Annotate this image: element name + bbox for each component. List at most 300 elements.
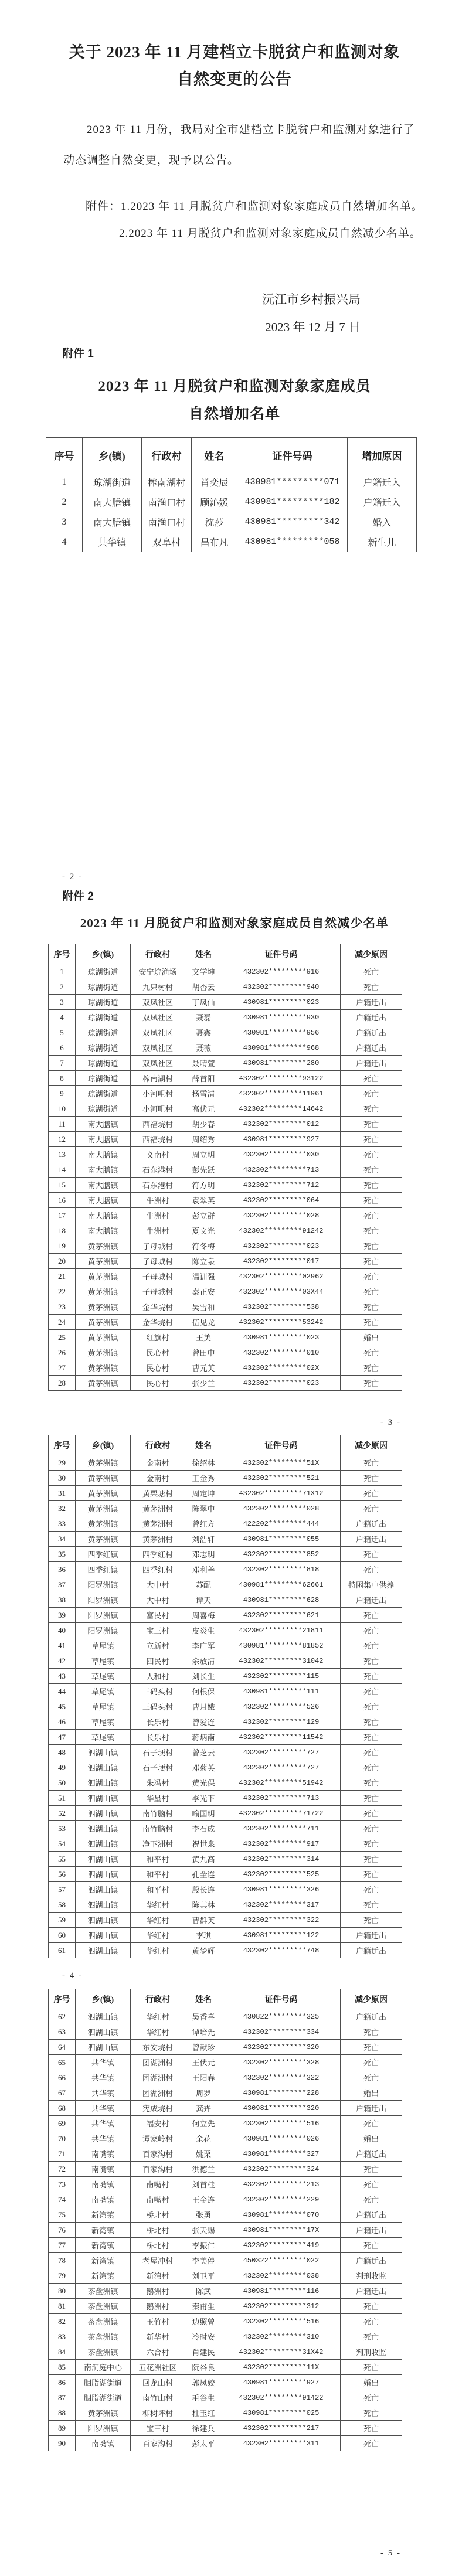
table-cell: 73 — [49, 2177, 76, 2192]
id-number-cell: 432302*********51X — [222, 1455, 341, 1471]
table-cell: 琼湖街道 — [76, 979, 131, 995]
id-number-cell: 432302*********31042 — [222, 1653, 341, 1669]
table-row — [49, 1071, 402, 1086]
table-cell: 61 — [49, 1943, 76, 1958]
table-row — [49, 1562, 402, 1577]
table-cell: 陈翠中 — [185, 1501, 222, 1516]
table-cell: 50 — [49, 1775, 76, 1791]
id-number-cell: 430981*********116 — [222, 2284, 341, 2299]
table-cell: 喻国明 — [185, 1806, 222, 1821]
id-number-cell: 430981*********055 — [222, 1532, 341, 1547]
table-cell: 死亡 — [341, 2070, 402, 2085]
table-cell: 53 — [49, 1821, 76, 1836]
id-number-cell: 430981*********122 — [222, 1928, 341, 1943]
table-cell: 南大膳镇 — [83, 512, 142, 532]
table-cell: 阳罗洲镇 — [76, 2421, 131, 2436]
table-row — [46, 472, 417, 492]
id-number-cell: 432302*********322 — [222, 2070, 341, 2085]
table-cell: 符方明 — [185, 1178, 222, 1193]
id-number-cell: 430981*********930 — [222, 1010, 341, 1025]
table-row — [49, 1684, 402, 1699]
table-cell: 南大膳镇 — [76, 1132, 131, 1147]
id-number-cell: 432302*********311 — [222, 2436, 341, 2451]
id-number-cell: 430981*********628 — [222, 1592, 341, 1608]
table-cell: 团湖洲村 — [131, 2070, 185, 2085]
table-cell: 12 — [49, 1132, 76, 1147]
table-cell: 34 — [49, 1532, 76, 1547]
table-cell: 43 — [49, 1669, 76, 1684]
table-cell: 86 — [49, 2375, 76, 2390]
table-cell: 吴香喜 — [185, 2009, 222, 2024]
id-number-cell: 430981*********956 — [222, 1025, 341, 1040]
table-cell: 民心村 — [131, 1376, 185, 1391]
table-cell: 草尾镇 — [76, 1669, 131, 1684]
table-cell: 死亡 — [341, 1730, 402, 1745]
id-number-cell: 432302*********314 — [222, 1852, 341, 1867]
table-cell: 张天赐 — [185, 2223, 222, 2238]
id-number-cell: 432302*********028 — [222, 1501, 341, 1516]
table-cell: 金华垸村 — [131, 1315, 185, 1330]
table-cell: 16 — [49, 1193, 76, 1208]
table-cell: 63 — [49, 2024, 76, 2040]
table-cell: 户籍迁入 — [348, 472, 417, 492]
id-number-cell: 432302*********334 — [222, 2024, 341, 2040]
table-cell: 死亡 — [341, 2024, 402, 2040]
attachment1-title-line2: 自然增加名单 — [188, 406, 280, 422]
table-cell: 15 — [49, 1178, 76, 1193]
table-cell: 户籍迁出 — [341, 1532, 402, 1547]
id-number-cell: 432302*********217 — [222, 2421, 341, 2436]
issuer-name: 沅江市乡村振兴局 — [262, 292, 361, 307]
table-cell: 户籍迁出 — [341, 1592, 402, 1608]
table-cell: 长乐村 — [131, 1714, 185, 1730]
table-cell: 彭太平 — [185, 2436, 222, 2451]
attachment2-title: 2023 年 11 月脱贫户和监测对象家庭成员自然减少名单 — [80, 916, 389, 930]
table-cell: 41 — [49, 1638, 76, 1653]
table-cell: 死亡 — [341, 1223, 402, 1238]
table-cell: 死亡 — [341, 1254, 402, 1269]
table-cell: 死亡 — [341, 1653, 402, 1669]
table-cell: 曾红方 — [185, 1516, 222, 1532]
table-row — [49, 1836, 402, 1852]
table-cell: 六合村 — [131, 2344, 185, 2360]
table-cell: 78 — [49, 2253, 76, 2268]
column-header: 行政村 — [131, 1435, 185, 1455]
table-cell: 何立先 — [185, 2116, 222, 2131]
table-cell: 南渔口村 — [142, 512, 192, 532]
table-cell: 琼湖街道 — [76, 1071, 131, 1086]
table-cell: 黄茅洲镇 — [76, 1284, 131, 1299]
table-cell: 子母城村 — [131, 1284, 185, 1299]
table-header — [46, 438, 417, 472]
table-cell: 双凤社区 — [131, 995, 185, 1010]
table-cell: 泗湖山镇 — [76, 1806, 131, 1821]
table-cell: 死亡 — [341, 2390, 402, 2405]
table-row — [49, 1516, 402, 1532]
table-cell: 40 — [49, 1623, 76, 1638]
table-row — [49, 1867, 402, 1882]
table-cell: 39 — [49, 1608, 76, 1623]
table-row — [49, 1208, 402, 1223]
table-cell: 冷时安 — [185, 2329, 222, 2344]
table-cell: 四季红镇 — [76, 1562, 131, 1577]
table-cell: 琼湖街道 — [76, 1010, 131, 1025]
table-cell: 泗湖山镇 — [76, 2040, 131, 2055]
id-number-cell: 432302*********310 — [222, 2329, 341, 2344]
table-cell: 鹅洲村 — [131, 2299, 185, 2314]
table-row — [49, 2436, 402, 2451]
table-cell: 洪德兰 — [185, 2162, 222, 2177]
table-cell: 茶盘洲镇 — [76, 2329, 131, 2344]
table-cell: 金南村 — [131, 1471, 185, 1486]
table-cell: 宪成垸村 — [131, 2101, 185, 2116]
table-cell: 死亡 — [341, 1745, 402, 1760]
column-header: 证件号码 — [222, 1989, 341, 2009]
table-cell: 子母城村 — [131, 1238, 185, 1254]
table-cell: 死亡 — [341, 1806, 402, 1821]
table-cell: 55 — [49, 1852, 76, 1867]
table-cell: 泗湖山镇 — [76, 1775, 131, 1791]
table-row — [49, 2375, 402, 2390]
table-cell: 黄茅洲镇 — [76, 1376, 131, 1391]
table-cell: 刘首桂 — [185, 2177, 222, 2192]
table-cell: 户籍迁出 — [341, 2101, 402, 2116]
table-cell: 婚出 — [341, 2085, 402, 2101]
table-cell: 死亡 — [341, 1882, 402, 1897]
table-cell: 谭培先 — [185, 2024, 222, 2040]
table-cell: 琼湖街道 — [76, 1025, 131, 1040]
table-cell: 义南村 — [131, 1147, 185, 1162]
table-cell: 石东港村 — [131, 1162, 185, 1178]
table-row — [49, 2009, 402, 2024]
table-row — [49, 2421, 402, 2436]
id-number-cell: 430981*********026 — [222, 2131, 341, 2146]
table-cell: 阮谷良 — [185, 2360, 222, 2375]
table-cell: 死亡 — [341, 1684, 402, 1699]
table-cell: 南嘴镇 — [76, 2146, 131, 2162]
table-cell: 聂薇 — [185, 1040, 222, 1056]
table-cell: 71 — [49, 2146, 76, 2162]
table-cell: 大中村 — [131, 1577, 185, 1592]
table-row — [49, 2055, 402, 2070]
table-cell: 曾爱连 — [185, 1714, 222, 1730]
table-cell: 红旗村 — [131, 1330, 185, 1345]
table-cell: 边照曾 — [185, 2314, 222, 2329]
table-cell: 茶盘洲镇 — [76, 2299, 131, 2314]
table-cell: 华星村 — [131, 1791, 185, 1806]
table-cell: 石子埂村 — [131, 1745, 185, 1760]
table-cell: 子母城村 — [131, 1254, 185, 1269]
table-cell: 婚出 — [341, 1330, 402, 1345]
id-number-cell: 430981*********111 — [222, 1684, 341, 1699]
table-cell: 华红村 — [131, 1928, 185, 1943]
table-row — [49, 1117, 402, 1132]
table-cell: 泗湖山镇 — [76, 1791, 131, 1806]
table-cell: 84 — [49, 2344, 76, 2360]
table-cell: 顾沁媛 — [192, 492, 237, 512]
table-row — [49, 1345, 402, 1360]
table-cell: 刘长生 — [185, 1669, 222, 1684]
table-cell: 黄茅洲镇 — [76, 2405, 131, 2421]
table-cell: 玉竹村 — [131, 2314, 185, 2329]
table-row — [49, 1238, 402, 1254]
table-cell: 泗湖山镇 — [76, 1867, 131, 1882]
table-cell: 民心村 — [131, 1345, 185, 1360]
table-cell: 高伏元 — [185, 1101, 222, 1117]
column-header: 证件号码 — [237, 438, 348, 472]
table-row — [49, 1577, 402, 1592]
table-cell: 29 — [49, 1455, 76, 1471]
table-row — [49, 1284, 402, 1299]
table-cell: 死亡 — [341, 1178, 402, 1193]
table-cell: 琼湖街道 — [76, 1040, 131, 1056]
table-cell: 榨南湖村 — [131, 1071, 185, 1086]
table-cell: 死亡 — [341, 1471, 402, 1486]
table-header — [49, 1435, 402, 1455]
table-cell: 丁凤仙 — [185, 995, 222, 1010]
table-cell: 南嘴镇 — [76, 2162, 131, 2177]
table-header — [49, 944, 402, 964]
table-cell: 婚出 — [341, 2375, 402, 2390]
table-cell: 死亡 — [341, 964, 402, 979]
id-number-cell: 432302*********818 — [222, 1562, 341, 1577]
table-cell: 死亡 — [341, 1360, 402, 1376]
table-cell: 九只树村 — [131, 979, 185, 995]
table-cell: 户籍迁出 — [341, 1010, 402, 1025]
table-cell: 38 — [49, 1592, 76, 1608]
table-cell: 五花洲社区 — [131, 2360, 185, 2375]
id-number-cell: 432302*********11961 — [222, 1086, 341, 1101]
table-cell: 小河咀村 — [131, 1101, 185, 1117]
table-cell: 聂鑫 — [185, 1025, 222, 1040]
header-row — [46, 438, 417, 472]
table-cell: 秦甫生 — [185, 2299, 222, 2314]
table-cell: 死亡 — [341, 1345, 402, 1360]
id-number-cell: 432302*********916 — [222, 964, 341, 979]
table-cell: 老屋冲村 — [131, 2253, 185, 2268]
table-cell: 子母城村 — [131, 1269, 185, 1284]
table-cell: 曾芝云 — [185, 1745, 222, 1760]
column-header: 证件号码 — [222, 1435, 341, 1455]
table-cell: 三码头村 — [131, 1699, 185, 1714]
table-cell: 草尾镇 — [76, 1714, 131, 1730]
table-cell: 6 — [49, 1040, 76, 1056]
table-row — [49, 1592, 402, 1608]
table-cell: 邓志明 — [185, 1547, 222, 1562]
table-cell: 户籍迁出 — [341, 2284, 402, 2299]
id-number-cell: 430981*********927 — [222, 1132, 341, 1147]
table-cell: 20 — [49, 1254, 76, 1269]
table-cell: 王伏元 — [185, 2055, 222, 2070]
table-cell: 81 — [49, 2299, 76, 2314]
table-cell: 52 — [49, 1806, 76, 1821]
table-row — [49, 2024, 402, 2040]
table-cell: 89 — [49, 2421, 76, 2436]
column-header: 乡(镇) — [76, 1435, 131, 1455]
table-cell: 周立明 — [185, 1147, 222, 1162]
id-number-cell: 432302*********11X — [222, 2360, 341, 2375]
table-cell: 48 — [49, 1745, 76, 1760]
table-cell: 死亡 — [341, 2360, 402, 2375]
table-cell: 49 — [49, 1760, 76, 1775]
table-cell: 黄茅洲镇 — [76, 1455, 131, 1471]
table-cell: 68 — [49, 2101, 76, 2116]
id-number-cell: 430981*********17X — [222, 2223, 341, 2238]
table-row — [49, 1132, 402, 1147]
table-cell: 死亡 — [341, 1208, 402, 1223]
table-cell: 薛首阳 — [185, 1071, 222, 1086]
id-number-cell: 432302*********91422 — [222, 2390, 341, 2405]
table-cell: 刘浩轩 — [185, 1532, 222, 1547]
table-cell: 牛洲村 — [131, 1223, 185, 1238]
table-cell: 和平村 — [131, 1882, 185, 1897]
id-number-cell: 432302*********712 — [222, 1178, 341, 1193]
id-number-cell: 432302*********064 — [222, 1193, 341, 1208]
table-cell: 桥北村 — [131, 2238, 185, 2253]
table-cell: 南大膳镇 — [76, 1162, 131, 1178]
table-cell: 判刑收监 — [341, 2268, 402, 2284]
id-number-cell: 432302*********917 — [222, 1836, 341, 1852]
table-cell: 3 — [49, 995, 76, 1010]
notice-title — [0, 39, 469, 93]
table-row — [49, 1943, 402, 1958]
table-header — [49, 1989, 402, 2009]
id-number-cell: 432302*********11542 — [222, 1730, 341, 1745]
table-row — [49, 1471, 402, 1486]
table-cell: 户籍迁出 — [341, 1040, 402, 1056]
id-number-cell: 422202*********444 — [222, 1516, 341, 1532]
table-cell: 87 — [49, 2390, 76, 2405]
table-cell: 户籍迁出 — [341, 1928, 402, 1943]
page-number-5: - 5 - — [380, 2548, 401, 2558]
table-row — [49, 1315, 402, 1330]
column-header: 姓名 — [192, 438, 237, 472]
table-cell: 27 — [49, 1360, 76, 1376]
id-number-cell: 430981*********62661 — [222, 1577, 341, 1592]
table-row — [49, 2268, 402, 2284]
id-number-cell: 450322*********022 — [222, 2253, 341, 2268]
table-row — [49, 1714, 402, 1730]
table-cell: 孔金连 — [185, 1867, 222, 1882]
table-cell: 死亡 — [341, 1117, 402, 1132]
id-number-cell: 432302*********21811 — [222, 1623, 341, 1638]
table-cell: 户籍迁出 — [341, 1025, 402, 1040]
table-cell: 66 — [49, 2070, 76, 2085]
table-cell: 泗湖山镇 — [76, 1928, 131, 1943]
id-number-cell: 432302*********320 — [222, 2040, 341, 2055]
id-number-cell: 432302*********748 — [222, 1943, 341, 1958]
table-cell: 华红村 — [131, 1897, 185, 1913]
table-cell: 共华镇 — [83, 532, 142, 552]
id-number-cell: 432302*********521 — [222, 1471, 341, 1486]
table-row — [49, 1269, 402, 1284]
table-row — [49, 964, 402, 979]
table-cell: 泗湖山镇 — [76, 1760, 131, 1775]
table-cell: 74 — [49, 2192, 76, 2207]
table-cell: 56 — [49, 1867, 76, 1882]
id-number-cell: 430981*********342 — [237, 512, 348, 532]
table-row — [49, 2146, 402, 2162]
table-cell: 死亡 — [341, 1821, 402, 1836]
table-cell: 石子埂村 — [131, 1760, 185, 1775]
table-cell: 苏配 — [185, 1577, 222, 1592]
table-cell: 团湖洲村 — [131, 2085, 185, 2101]
table-cell: 南大膳镇 — [76, 1193, 131, 1208]
table-cell: 阳罗洲镇 — [76, 1577, 131, 1592]
column-header: 姓名 — [185, 1989, 222, 2009]
table-cell: 10 — [49, 1101, 76, 1117]
table-cell: 新生儿 — [348, 532, 417, 552]
table-row — [49, 1928, 402, 1943]
header-row — [49, 1435, 402, 1455]
table-row — [46, 532, 417, 552]
id-number-cell: 430981*********071 — [237, 472, 348, 492]
table-row — [49, 1330, 402, 1345]
table-cell: 30 — [49, 1471, 76, 1486]
table-cell: 琼湖街道 — [76, 964, 131, 979]
table-cell: 华红村 — [131, 2009, 185, 2024]
issue-date: 2023 年 12 月 7 日 — [265, 320, 361, 334]
table-cell: 南渔口村 — [142, 492, 192, 512]
id-number-cell: 430981*********025 — [222, 2405, 341, 2421]
table-cell: 死亡 — [341, 2238, 402, 2253]
table-cell: 黄茅洲镇 — [76, 1299, 131, 1315]
table-cell: 昌布凡 — [192, 532, 237, 552]
table-cell: 黄茅洲镇 — [76, 1501, 131, 1516]
table-cell: 双凤社区 — [131, 1056, 185, 1071]
table-cell: 琼湖街道 — [76, 1056, 131, 1071]
table-cell: 黄梦辉 — [185, 1943, 222, 1958]
table-row — [49, 1653, 402, 1669]
id-number-cell: 432302*********02962 — [222, 1269, 341, 1284]
table-cell: 黄茅洲镇 — [76, 1269, 131, 1284]
table-cell: 三码头村 — [131, 1684, 185, 1699]
table-cell: 67 — [49, 2085, 76, 2101]
column-header: 乡(镇) — [76, 944, 131, 964]
table-cell: 13 — [49, 1147, 76, 1162]
table-cell: 胭脂湖街道 — [76, 2375, 131, 2390]
table-cell: 62 — [49, 2009, 76, 2024]
id-number-cell: 432302*********621 — [222, 1608, 341, 1623]
id-number-cell: 432302*********03X44 — [222, 1284, 341, 1299]
table-cell: 阳罗洲镇 — [76, 1608, 131, 1623]
table-cell: 殷长连 — [185, 1882, 222, 1897]
attachment-list-item-1: 附件：1.2023 年 11 月脱贫户和监测对象家庭成员自然增加名单。 — [86, 200, 423, 213]
table-cell: 南大膳镇 — [76, 1178, 131, 1193]
table-body — [49, 1455, 402, 1958]
table-cell: 9 — [49, 1086, 76, 1101]
table-row — [49, 2116, 402, 2131]
id-number-cell: 432302*********51942 — [222, 1775, 341, 1791]
table-cell: 31 — [49, 1486, 76, 1501]
table-cell: 茶盘洲镇 — [76, 2284, 131, 2299]
table-cell: 曹月娥 — [185, 1699, 222, 1714]
table-cell: 袁翠英 — [185, 1193, 222, 1208]
table-cell: 聂晴萱 — [185, 1056, 222, 1071]
table-cell: 死亡 — [341, 2040, 402, 2055]
table-cell: 民心村 — [131, 1360, 185, 1376]
table-cell: 35 — [49, 1547, 76, 1562]
table-cell: 金南村 — [131, 1455, 185, 1471]
table-cell: 夏文光 — [185, 1223, 222, 1238]
column-header: 乡(镇) — [76, 1989, 131, 2009]
table-cell: 泗湖山镇 — [76, 2024, 131, 2040]
table-cell: 户籍迁出 — [341, 2207, 402, 2223]
table-row — [49, 1730, 402, 1745]
table-cell: 死亡 — [341, 1284, 402, 1299]
table-cell: 伍见龙 — [185, 1315, 222, 1330]
table-cell: 南大膳镇 — [76, 1223, 131, 1238]
